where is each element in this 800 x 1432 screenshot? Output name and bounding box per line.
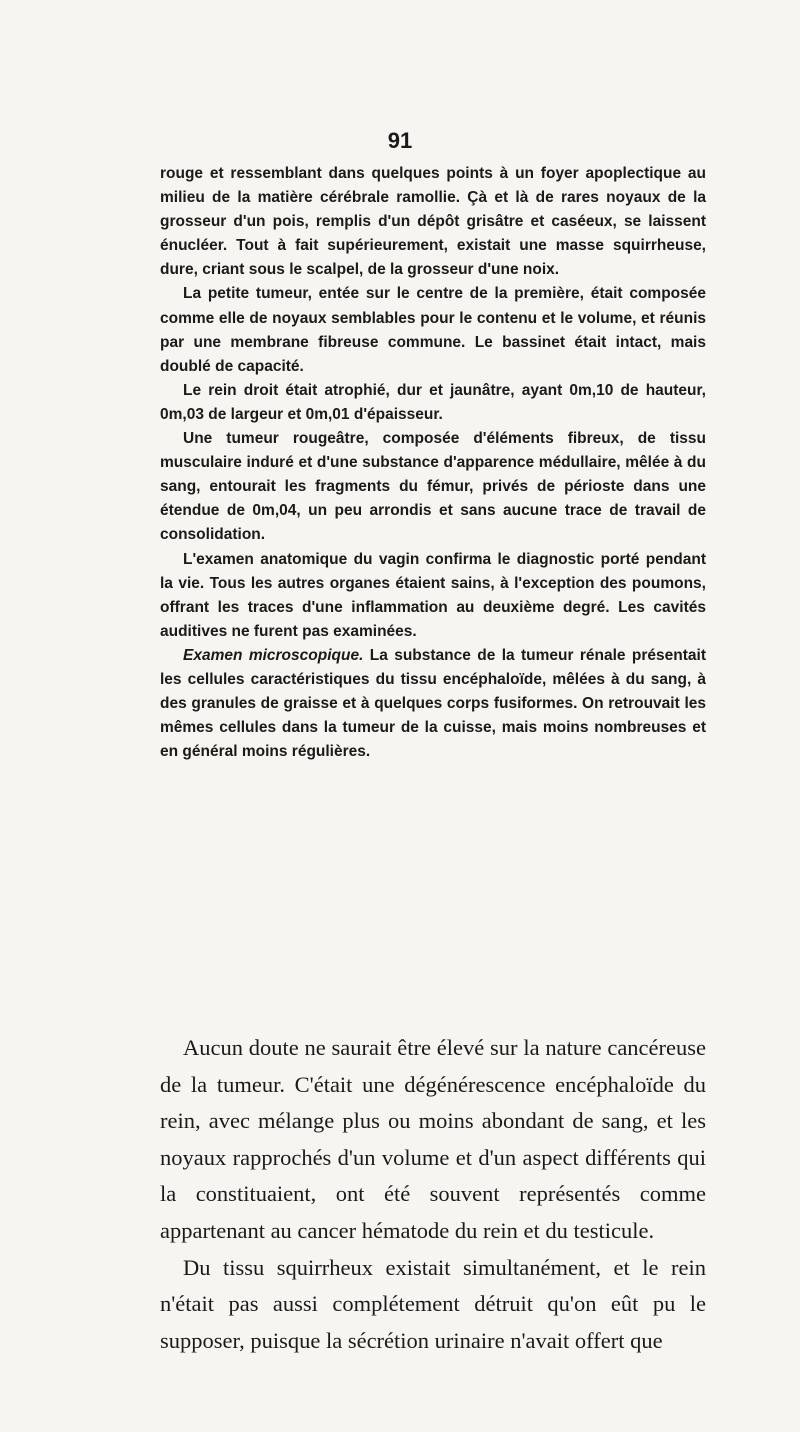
paragraph-cancer-nature: Aucun doute ne saurait être élevé sur la nature cancéreuse de la tumeur. C'était une dégénérescence encéphaloïde du rein, avec mélange plus ou moins abondant de sang, et les noyaux rapprochés d'un volume et d'un aspect différents qui la constituaient, ont été souvent représentés comme appartenant au cancer hématode du rein et du testicule. bbox=[160, 1035, 706, 1243]
paragraph-scirrhous-tissue: Du tissu squirrheux existait simultanément, et le rein n'était pas aussi complétement détruit qu'on eût pu le supposer, puisque la sécrétion urinaire n'avait offert que bbox=[160, 1254, 706, 1353]
paragraph-femur-tumor: Une tumeur rougeâtre, composée d'éléments fibreux, de tissu musculaire induré et d'une substance d'apparence médullaire, mêlée à du sang, entourait les fragments du fémur, privés de périoste dans une étendue de 0m,04, un peu arrondis et sans aucune trace de travail de consolidation. bbox=[160, 430, 706, 544]
paragraph-microscopic-exam bbox=[160, 644, 706, 764]
case-report-text bbox=[160, 162, 706, 764]
paragraph-small-tumor: La petite tumeur, entée sur le centre de la première, était composée comme elle de noyaux semblables pour le contenu et le volume, et réunis par une membrane fibreuse commune. Le bassinet était intact, mais doublé de capacité. bbox=[160, 285, 706, 375]
page-number: 91 bbox=[387, 128, 413, 153]
commentary-text bbox=[160, 1030, 706, 1359]
paragraph-right-kidney: Le rein droit était atrophié, dur et jaunâtre, ayant 0m,10 de hauteur, 0m,03 de largeur et 0m,01 d'épaisseur. bbox=[160, 381, 706, 423]
paragraph-anatomic-exam: L'examen anatomique du vagin confirma le diagnostic porté pendant la vie. Tous les autres organes étaient sains, à l'exception des poumons, offrant les traces d'une inflammation au deuxième degré. Les cavités auditives ne furent pas examinées. bbox=[160, 550, 706, 640]
microscopic-exam-text: La substance de la tumeur rénale présentait les cellules caractéristiques du tissu encéphaloïde, mêlées à du sang, à des granules de graisse et à quelques corps fusiformes. On retrouvait les mêmes cellules dans la tumeur de la cuisse, mais moins nombreuses et en général moins régulières. bbox=[160, 646, 707, 761]
paragraph-tumor-description: rouge et ressemblant dans quelques points à un foyer apoplectique au milieu de la matière cérébrale ramollie. Çà et là de rares noyaux de la grosseur d'un pois, remplis d'un dépôt grisâtre et caséeux, se laissent énucléer. Tout à fait supérieurement, existait une masse squirrheuse, dure, criant sous le scalpel, de la grosseur d'une noix. bbox=[160, 165, 706, 279]
microscopic-exam-heading: Examen microscopique. bbox=[183, 646, 364, 664]
